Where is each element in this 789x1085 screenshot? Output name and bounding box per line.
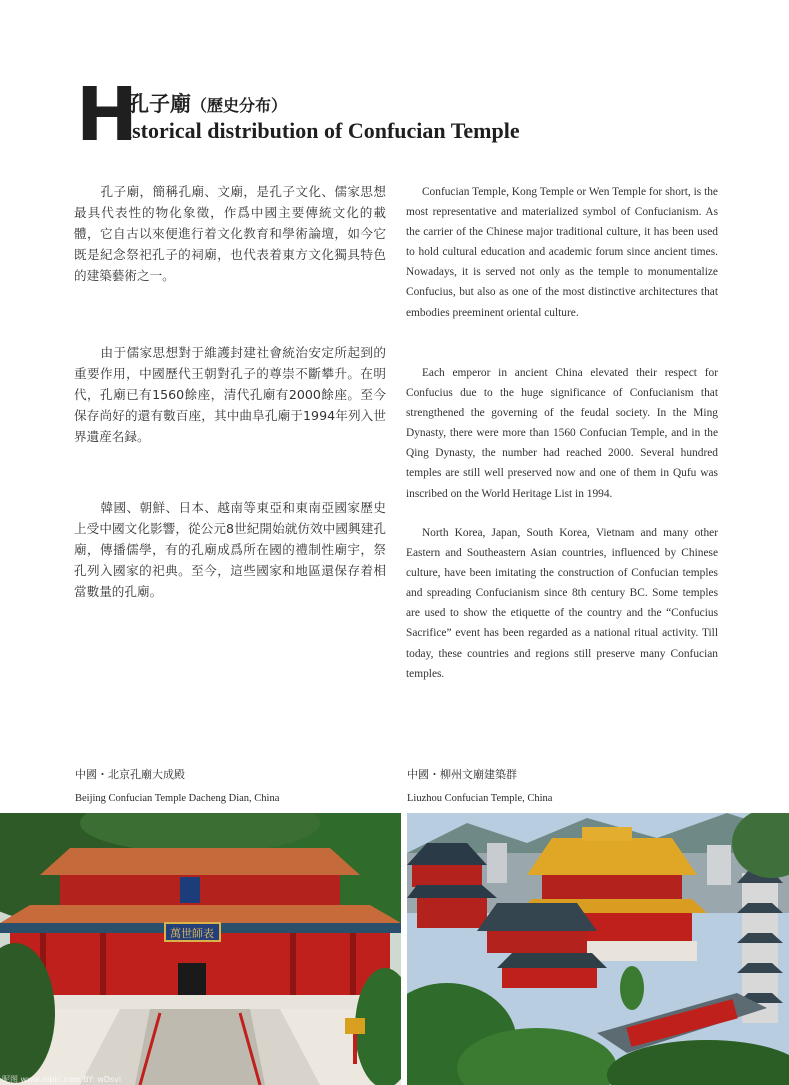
en-paragraph: Confucian Temple, Kong Temple or Wen Temple for short, is the most representative and materialized symbol of Confucianism. As the carrier of the Chinese major traditional culture, it has been used to hold cultural education and academic forum since ancient times. Nowadays, it is served not only as the temple to monumentalize Confucius, but also as one of the most distinctive architectures that embodies preeminent oriental culture.: [406, 186, 718, 319]
right-photo-caption: [407, 768, 552, 806]
zh-paragraph: 孔子廟，簡稱孔廟、文廟，是孔子文化、儒家思想最具代表性的物化象徵，作爲中國主要傳統文化的載體，它自古以來便進行着文化教育和學術論壇，如今它既是紀念祭祀孔子的祠廟，也代表着東方文化獨具特色的建築藝術之一。: [74, 184, 386, 283]
right-caption-en: Liuzhou Confucian Temple, China: [407, 793, 553, 804]
photo-watermark: 昵图 www.nipic.com BY: wDsvi: [2, 1075, 122, 1084]
heading-en-title: istorical distribution of Confucian Temple: [126, 118, 520, 143]
beijing-temple-illustration: [0, 813, 401, 1085]
en-paragraph: North Korea, Japan, South Korea, Vietnam and many other Eastern and Southeastern Asian countries, influenced by Chinese culture, have been imitating the construction of Confucian temples and spreading Confucianism since 8th century BC. Some temples are used to show the etiquette of the country and the “Confucius Sacrifice” event has been regarded as a national ritual activity. Till today, these countries and regions still preserve many Confucian temples.: [406, 527, 718, 680]
en-paragraph-1-block: [406, 182, 718, 323]
zh-paragraph: 韓國、朝鮮、日本、越南等東亞和東南亞國家歷史上受中國文化影響，從公元8世紀開始就仿效中國興建孔廟，傳播儒學，有的孔廟成爲所在國的禮制性廟宇，祭孔列入國家的祀典。至今，這些國家和地區還保存着相當數量的孔廟。: [74, 500, 386, 599]
heading-zh-subtitle: （歷史分布）: [191, 96, 288, 115]
zh-paragraph: 由于儒家思想對于維護封建社會統治安定所起到的重要作用，中國歷代王朝對孔子的尊崇不斷攀升。在明代，孔廟已有1560餘座，清代孔廟有2000餘座。至今保存尚好的還有數百座，其中曲阜孔廟于1994年列入世界遺産名録。: [74, 345, 386, 444]
beijing-temple-photo: [0, 813, 401, 1085]
zh-paragraph-1-block: [74, 181, 386, 286]
heading-initial: H: [76, 72, 136, 158]
liuzhou-temple-illustration: [407, 813, 789, 1085]
heading-zh-title: [128, 88, 287, 118]
section-heading: [76, 72, 776, 158]
liuzhou-temple-photo: [407, 813, 789, 1085]
zh-paragraph-2-block: [74, 342, 386, 447]
en-paragraph-2-block: [406, 363, 718, 504]
left-caption-en: Beijing Confucian Temple Dacheng Dian, China: [75, 793, 280, 804]
heading-zh-main: 孔子廟: [128, 91, 191, 116]
left-photo-caption: [75, 768, 279, 806]
right-caption-zh: 中國・柳州文廟建築群: [407, 768, 517, 781]
en-paragraph-3-block: [406, 523, 718, 684]
left-caption-zh: 中國・北京孔廟大成殿: [75, 768, 185, 781]
zh-paragraph-3-block: [74, 497, 386, 602]
plaque-text: 萬世師表: [170, 927, 214, 940]
en-paragraph: Each emperor in ancient China elevated their respect for Confucius due to the huge significance of Confucianism that strengthened the governing of the feudal society. In the Ming Dynasty, there were more than 1560 Confucian Temple, and in the Qing Dynasty, the number had reached 2000. Several hundred temples are still well preserved now and one of them in Qufu was inscribed on the World Heritage List in 1994.: [406, 367, 718, 500]
